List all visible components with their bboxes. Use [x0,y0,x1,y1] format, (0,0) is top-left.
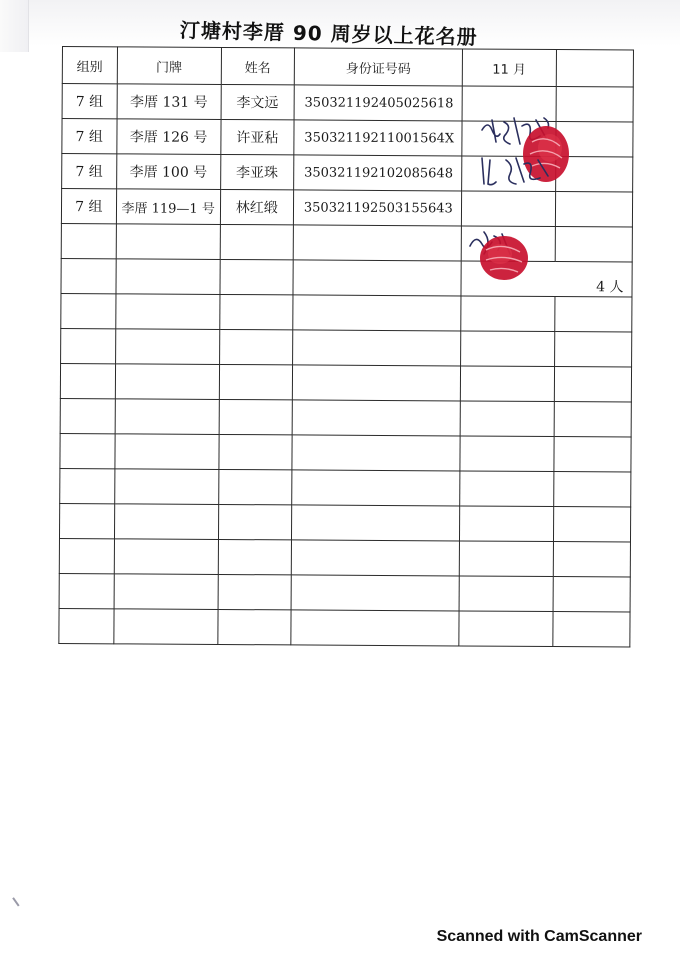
cell-name: 林红缎 [220,189,293,224]
col-header-group: 组别 [62,47,117,84]
cell-plate: 李厝 126 号 [116,119,220,155]
table-row [59,608,630,646]
cell-group: 7 组 [61,189,116,224]
table-row [60,468,631,506]
table-row [59,573,630,611]
total-count: 4 人 [461,261,632,297]
cell-name: 李亚珠 [220,154,293,189]
table-row [60,363,631,401]
cell-extra [556,87,634,122]
cell-signature [461,191,555,227]
cell-id: 350321192102085648 [294,155,462,191]
signature-scribble-row2 [476,150,562,188]
table-row [61,189,632,227]
header-row [62,47,633,87]
scan-corner-mark [12,891,28,906]
col-header-plate: 门牌 [117,47,221,85]
col-header-extra [556,50,634,87]
col-header-month: 11 月 [462,49,556,87]
table-row [60,433,631,471]
cell-group: 7 组 [62,119,117,154]
table-row [61,293,632,331]
table-row [60,398,631,436]
cell-extra [555,192,633,227]
cell-group: 7 组 [62,154,117,189]
table-row [61,328,632,366]
col-header-name: 姓名 [221,47,294,84]
table-row [59,538,630,576]
cell-id: 350321192405025618 [294,85,462,121]
table-row [61,258,632,296]
scanner-watermark: Scanned with CamScanner [436,928,642,945]
cell-plate: 李厝 131 号 [117,84,221,120]
cell-plate: 李厝 119—1 号 [116,189,220,225]
table-row [61,223,632,261]
table-row [59,503,630,541]
cell-id: 35032119211001564X [294,120,462,156]
cell-name: 李文远 [221,84,294,119]
page-fold [0,0,29,52]
cell-id: 350321192503155643 [293,190,461,226]
cell-group: 7 组 [62,84,117,119]
red-fingerprint-seal [478,232,534,284]
cell-plate: 李厝 100 号 [116,154,220,190]
col-header-id: 身份证号码 [294,48,462,86]
document-title: 汀塘村李厝 90 周岁以上花名册 [179,18,478,50]
cell-name: 许亚秥 [221,119,294,154]
